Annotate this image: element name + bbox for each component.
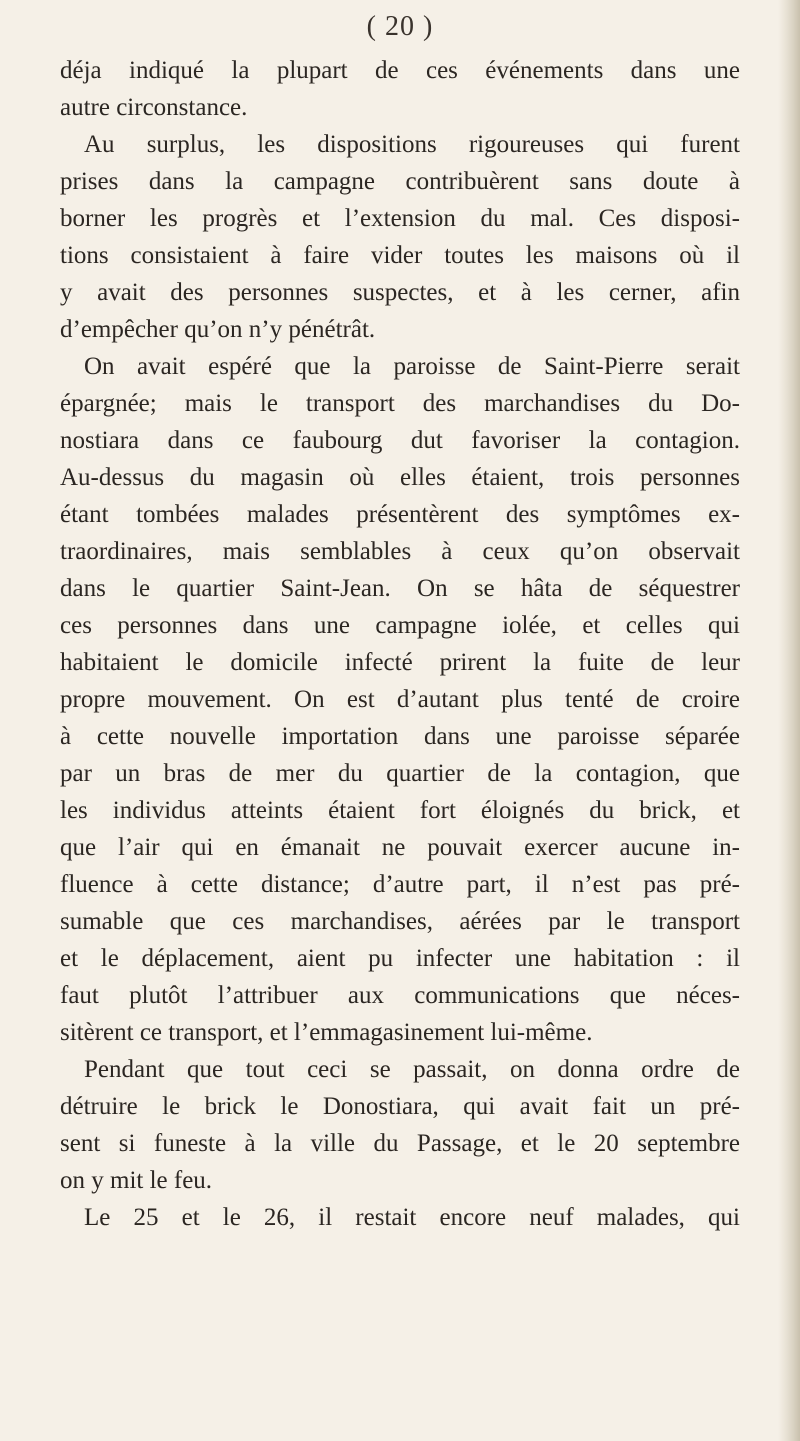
text-line: prises dans la campagne contribuèrent sans doute à	[60, 168, 740, 195]
body-text	[60, 52, 740, 1236]
text-line: tions consistaient à faire vider toutes les maisons où il	[60, 242, 740, 269]
text-line: détruire le brick le Donostiara, qui avait fait un pré-	[60, 1093, 740, 1120]
text-line: propre mouvement. On est d’autant plus tenté de croire	[60, 686, 740, 713]
text-line: ces personnes dans une campagne iolée, et celles qui	[60, 612, 740, 639]
text-line: sumable que ces marchandises, aérées par le transport	[60, 908, 740, 935]
text-line: Pendant que tout ceci se passait, on donna ordre de	[84, 1056, 740, 1083]
text-line: d’empêcher qu’on n’y pénétrât.	[60, 316, 376, 343]
text-line: borner les progrès et l’extension du mal. Ces disposi-	[60, 205, 740, 232]
text-line: autre circonstance.	[60, 94, 248, 121]
text-line: nostiara dans ce faubourg dut favoriser la contagion.	[60, 427, 740, 454]
text-line: sent si funeste à la ville du Passage, et le 20 septembre	[60, 1130, 740, 1157]
text-line: y avait des personnes suspectes, et à les cerner, afin	[60, 279, 740, 306]
text-line: faut plutôt l’attribuer aux communications que néces-	[60, 982, 740, 1009]
page-number: ( 20 )	[366, 11, 434, 42]
page-edge-shadow	[778, 0, 800, 1441]
text-line: Le 25 et le 26, il restait encore neuf malades, qui	[84, 1204, 740, 1231]
text-line: habitaient le domicile infecté prirent la fuite de leur	[60, 649, 740, 676]
text-line: déja indiqué la plupart de ces événements dans une	[60, 57, 740, 84]
text-line: les individus atteints étaient fort éloignés du brick, et	[60, 797, 740, 824]
text-line: On avait espéré que la paroisse de Saint-Pierre serait	[84, 353, 740, 380]
text-line: traordinaires, mais semblables à ceux qu’on observait	[60, 538, 740, 565]
text-line: par un bras de mer du quartier de la contagion, que	[60, 760, 740, 787]
text-line: Au surplus, les dispositions rigoureuses qui furent	[84, 131, 740, 158]
text-line: on y mit le feu.	[60, 1167, 213, 1194]
text-line: fluence à cette distance; d’autre part, il n’est pas pré-	[60, 871, 740, 898]
text-line: épargnée; mais le transport des marchandises du Do-	[60, 390, 740, 417]
text-line: Au-dessus du magasin où elles étaient, trois personnes	[60, 464, 740, 491]
text-line: à cette nouvelle importation dans une paroisse séparée	[60, 723, 740, 750]
text-line: que l’air qui en émanait ne pouvait exercer aucune in-	[60, 834, 740, 861]
text-line: et le déplacement, aient pu infecter une habitation : il	[60, 945, 740, 972]
text-line: sitèrent ce transport, et l’emmagasinement lui-même.	[60, 1019, 593, 1046]
text-line: étant tombées malades présentèrent des symptômes ex-	[60, 501, 740, 528]
text-line: dans le quartier Saint-Jean. On se hâta de séquestrer	[60, 575, 740, 602]
